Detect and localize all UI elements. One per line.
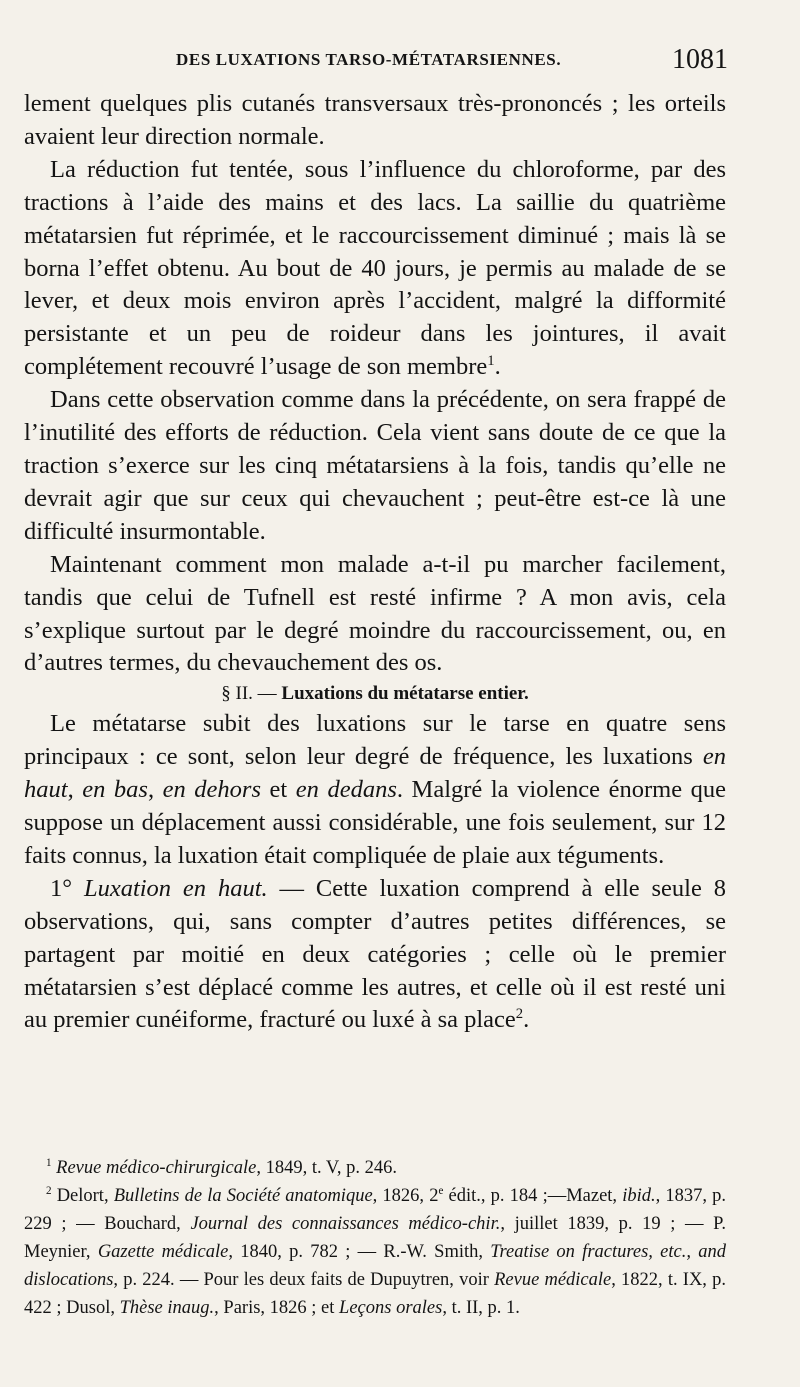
italic-text: Treatise on fractures, etc., and dislocations — [24, 1242, 726, 1290]
paragraph — [24, 88, 726, 154]
italic-text: en haut — [24, 743, 726, 804]
paragraph-text: lement quelques plis cutanés transversaux très-prononcés ; les orteils avaient leur direction normale. — [24, 90, 726, 150]
footnote-text: Delort, — [56, 1186, 114, 1206]
footnote-text: , juillet 1839, p. 19 ; — P. Meynier, — [24, 1214, 727, 1262]
paragraph-text: . — [523, 1006, 530, 1034]
italic-text: Gazette médicale — [97, 1242, 229, 1262]
section-title: Luxations du métatarse entier. — [281, 683, 529, 705]
footnote-text: , 1849, t. V, p. 246. — [256, 1158, 397, 1178]
paragraph-text: . Malgré la violence énorme que suppose un déplacement aussi considérable, une fois seulement, sur 12 faits connus, la luxation était compliquée de plaie aux téguments. — [24, 776, 726, 869]
list-number: 1° — [50, 874, 84, 902]
footnote-reference: 2 — [515, 1006, 524, 1023]
paragraph — [24, 154, 726, 384]
footnote — [24, 1182, 726, 1322]
section-number: § II. — — [221, 683, 277, 705]
italic-text: Luxation en haut. — [83, 874, 268, 902]
italic-text: Leçons orales — [339, 1298, 443, 1318]
footnote-text: , 1837, p. 229 ; — Bouchard, — [24, 1186, 727, 1234]
paragraph-text: . — [494, 353, 501, 381]
body-text — [24, 88, 726, 1037]
running-title: DES LUXATIONS TARSO-MÉTATARSIENNES. — [176, 50, 562, 69]
superscript: e — [438, 1184, 444, 1197]
paragraph-text: , — [67, 776, 83, 804]
paragraph-text: Dans cette observation comme dans la précédente, on sera frappé de l’inutilité des efforts de réduction. Cela vient sans doute de ce que la traction s’exerce sur les cinq métatarsiens à la fois, tandis qu’elle ne devrait agir que sur ceux qui chevauchent ; peut-être est-ce là une difficulté insurmontable. — [24, 386, 726, 545]
page-number: 1081 — [672, 44, 728, 75]
italic-text: Bulletins de la Société anatomique — [113, 1186, 373, 1206]
footnote-text: édit., p. 184 ;—Mazet, — [443, 1186, 623, 1206]
footnote-mark: 2 — [46, 1184, 52, 1197]
paragraph-text: et — [261, 776, 296, 804]
paragraph — [24, 708, 726, 873]
section-heading — [24, 680, 726, 708]
paragraph — [24, 873, 726, 1038]
paragraph-text: La réduction fut tentée, sous l’influence du chloroforme, par des tractions à l’aide des mains et des lacs. La saillie du quatrième métatarsien fut réprimée, et le raccourcissement diminué ; mais là se borna l’effet obtenu. Au bout de 40 jours, je permis au malade de se lever, et deux mois environ après l’accident, malgré la difformité persistante et un peu de roideur dans les jointures, il avait complétement recouvré l’usage de son membre — [24, 155, 726, 381]
italic-text: en dedans — [295, 776, 397, 804]
italic-text: en bas — [82, 776, 148, 804]
paragraph — [24, 384, 726, 549]
italic-text: Revue médicale — [494, 1270, 612, 1290]
footnotes — [24, 1154, 726, 1322]
paragraph — [24, 549, 726, 681]
footnote-text: , 1826, 2 — [372, 1186, 439, 1206]
footnote-mark: 1 — [46, 1156, 52, 1169]
italic-text: Revue médico-chirurgicale — [56, 1158, 257, 1178]
italic-text: en dehors — [162, 776, 261, 804]
italic-text: ibid. — [622, 1186, 656, 1206]
page-header — [24, 44, 728, 84]
footnote-text: , 1840, p. 782 ; — R.-W. Smith, — [228, 1242, 491, 1262]
footnote-reference: 1 — [487, 353, 495, 370]
footnote-text: , 1822, t. IX, p. 422 ; Dusol, — [24, 1270, 726, 1318]
footnote-text: , p. 224. — Pour les deux faits de Dupuytren, voir — [113, 1270, 495, 1290]
paragraph-text: Maintenant comment mon malade a-t-il pu marcher facilement, tandis que celui de Tufnell est resté infirme ? A mon avis, cela s’explique surtout par le degré moindre du raccourcissement, ou, en d’autres termes, du chevauchement des os. — [24, 550, 726, 677]
footnote-text: , t. II, p. 1. — [442, 1298, 520, 1318]
italic-text: Journal des connaissances médico-chir. — [190, 1214, 501, 1234]
paragraph-text: — Cette luxation comprend à elle seule 8 observations, qui, sans compter d’autres petites différences, se partagent par moitié en deux catégories ; celle où le premier métatarsien s’est déplacé comme les autres, et celle où il est resté uni au premier cunéiforme, fracturé ou luxé à sa place — [24, 874, 726, 1034]
italic-text: Thèse inaug. — [119, 1298, 215, 1318]
paragraph-text: , — [147, 776, 163, 804]
footnote-text: , Paris, 1826 ; et — [214, 1298, 340, 1318]
paragraph-text: Le métatarse subit des luxations sur le tarse en quatre sens principaux : ce sont, selon leur degré de fréquence, les luxations — [24, 710, 726, 771]
footnote — [24, 1154, 726, 1182]
